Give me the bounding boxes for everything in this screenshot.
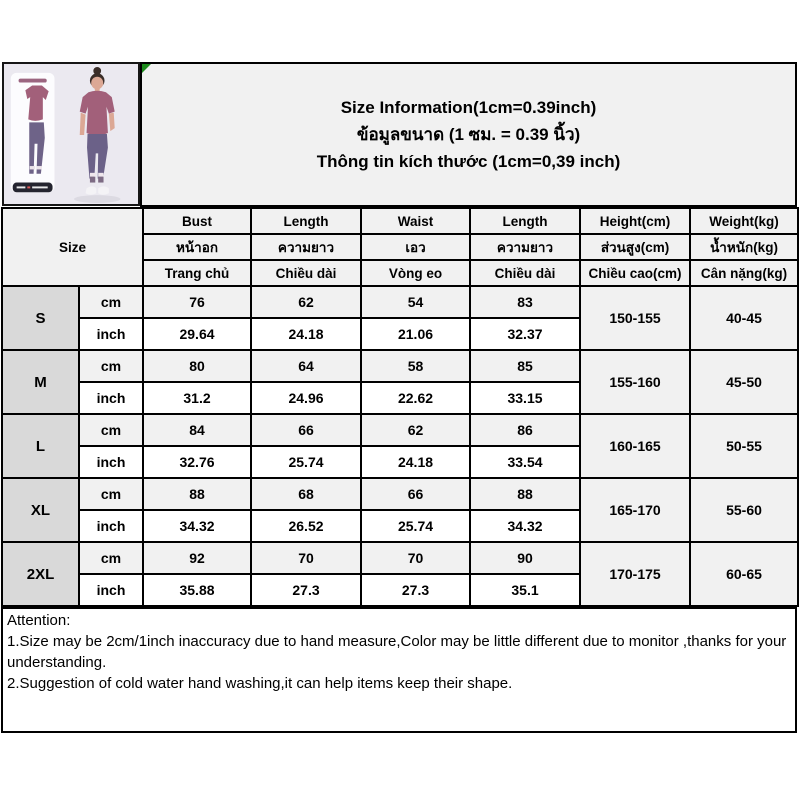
- value-inch-cell: 21.06: [361, 318, 470, 350]
- unit-cm-cell: cm: [79, 286, 143, 318]
- size-table-body: [2, 208, 798, 606]
- value-inch-cell: 32.76: [143, 446, 251, 478]
- height-range-cell: 150-155: [580, 286, 690, 350]
- col-header-th: หน้าอก: [143, 234, 251, 260]
- unit-cm-cell: cm: [79, 478, 143, 510]
- value-cm-cell: 54: [361, 286, 470, 318]
- attention-item: 1.Size may be 2cm/1inch inaccuracy due to hand measure,Color may be little different due to monitor ,thanks for your understanding.: [7, 633, 787, 671]
- value-cm-cell: 88: [470, 478, 580, 510]
- height-range-cell: 160-165: [580, 414, 690, 478]
- value-cm-cell: 70: [361, 542, 470, 574]
- value-cm-cell: 84: [143, 414, 251, 446]
- col-header-vi: Chiều cao(cm): [580, 260, 690, 286]
- green-corner-marker-icon: [142, 64, 151, 73]
- height-range-cell: 165-170: [580, 478, 690, 542]
- value-inch-cell: 33.54: [470, 446, 580, 478]
- col-header-vi: Cân nặng(kg): [690, 260, 798, 286]
- value-cm-cell: 62: [361, 414, 470, 446]
- height-range-cell: 170-175: [580, 542, 690, 606]
- value-cm-cell: 90: [470, 542, 580, 574]
- unit-cm-cell: cm: [79, 414, 143, 446]
- size-table-wrap: [1, 207, 797, 607]
- unit-inch-cell: inch: [79, 510, 143, 542]
- value-cm-cell: 62: [251, 286, 361, 318]
- value-cm-cell: 58: [361, 350, 470, 382]
- value-inch-cell: 35.88: [143, 574, 251, 606]
- col-header-vi: Chiều dài: [251, 260, 361, 286]
- size-corner-cell: Size: [2, 208, 143, 286]
- height-range-cell: 155-160: [580, 350, 690, 414]
- attention-heading: Attention:: [7, 612, 71, 629]
- unit-inch-cell: inch: [79, 446, 143, 478]
- size-table: [1, 207, 799, 607]
- weight-range-cell: 45-50: [690, 350, 798, 414]
- size-label-cell: M: [2, 350, 79, 414]
- value-cm-cell: 92: [143, 542, 251, 574]
- weight-range-cell: 55-60: [690, 478, 798, 542]
- size-label-cell: 2XL: [2, 542, 79, 606]
- unit-inch-cell: inch: [79, 382, 143, 414]
- value-inch-cell: 22.62: [361, 382, 470, 414]
- col-header-th: น้ำหนัก(kg): [690, 234, 798, 260]
- value-inch-cell: 34.32: [143, 510, 251, 542]
- col-header-en: Length: [470, 208, 580, 234]
- value-cm-cell: 64: [251, 350, 361, 382]
- product-photo: [2, 62, 140, 206]
- col-header-en: Weight(kg): [690, 208, 798, 234]
- value-inch-cell: 25.74: [361, 510, 470, 542]
- attention-item: 2.Suggestion of cold water hand washing,it can help items keep their shape.: [7, 675, 513, 692]
- col-header-th: ความยาว: [470, 234, 580, 260]
- value-inch-cell: 29.64: [143, 318, 251, 350]
- value-inch-cell: 33.15: [470, 382, 580, 414]
- size-label-cell: S: [2, 286, 79, 350]
- col-header-vi: Trang chủ: [143, 260, 251, 286]
- unit-inch-cell: inch: [79, 574, 143, 606]
- value-cm-cell: 66: [361, 478, 470, 510]
- weight-range-cell: 50-55: [690, 414, 798, 478]
- title-english: Size Information(1cm=0.39inch): [340, 97, 597, 117]
- col-header-en: Bust: [143, 208, 251, 234]
- col-header-en: Waist: [361, 208, 470, 234]
- value-inch-cell: 24.18: [361, 446, 470, 478]
- weight-range-cell: 60-65: [690, 542, 798, 606]
- col-header-en: Length: [251, 208, 361, 234]
- value-inch-cell: 25.74: [251, 446, 361, 478]
- title-thai: ข้อมูลขนาด (1 ซม. = 0.39 นิ้ว): [356, 124, 581, 144]
- col-header-vi: Vòng eo: [361, 260, 470, 286]
- value-inch-cell: 35.1: [470, 574, 580, 606]
- value-cm-cell: 88: [143, 478, 251, 510]
- value-inch-cell: 34.32: [470, 510, 580, 542]
- value-inch-cell: 24.96: [251, 382, 361, 414]
- unit-inch-cell: inch: [79, 318, 143, 350]
- size-info-title-box: [140, 62, 797, 207]
- value-cm-cell: 83: [470, 286, 580, 318]
- col-header-vi: Chiều dài: [470, 260, 580, 286]
- value-inch-cell: 31.2: [143, 382, 251, 414]
- value-inch-cell: 27.3: [361, 574, 470, 606]
- col-header-th: เอว: [361, 234, 470, 260]
- title-vietnamese: Thông tin kích thước (1cm=0,39 inch): [316, 151, 621, 171]
- col-header-th: ส่วนสูง(cm): [580, 234, 690, 260]
- value-cm-cell: 86: [470, 414, 580, 446]
- value-cm-cell: 70: [251, 542, 361, 574]
- value-cm-cell: 80: [143, 350, 251, 382]
- unit-cm-cell: cm: [79, 542, 143, 574]
- col-header-th: ความยาว: [251, 234, 361, 260]
- value-inch-cell: 32.37: [470, 318, 580, 350]
- value-cm-cell: 76: [143, 286, 251, 318]
- weight-range-cell: 40-45: [690, 286, 798, 350]
- size-label-cell: XL: [2, 478, 79, 542]
- yoga-set-illustration: [4, 64, 138, 204]
- attention-box: [1, 607, 797, 733]
- value-cm-cell: 66: [251, 414, 361, 446]
- size-label-cell: L: [2, 414, 79, 478]
- value-cm-cell: 68: [251, 478, 361, 510]
- unit-cm-cell: cm: [79, 350, 143, 382]
- value-inch-cell: 24.18: [251, 318, 361, 350]
- value-cm-cell: 85: [470, 350, 580, 382]
- col-header-en: Height(cm): [580, 208, 690, 234]
- value-inch-cell: 26.52: [251, 510, 361, 542]
- value-inch-cell: 27.3: [251, 574, 361, 606]
